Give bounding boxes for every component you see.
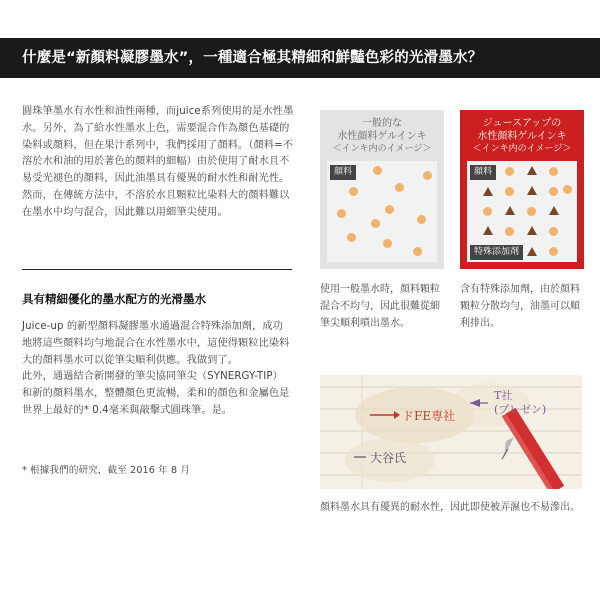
pigment-particle bbox=[373, 166, 382, 175]
additive-particle bbox=[549, 206, 559, 215]
pigment-particle bbox=[385, 205, 394, 214]
additive-particle bbox=[527, 166, 537, 175]
pigment-particle bbox=[505, 167, 514, 176]
pigment-particle bbox=[423, 171, 432, 180]
handwriting-3: 大谷氏 bbox=[370, 451, 407, 465]
general-ink-caption: 使用一般墨水時，顏料顆粒混合不均勻，因此很難從細筆尖順利噴出墨水。 bbox=[320, 284, 440, 329]
general-ink-illustration bbox=[320, 110, 444, 269]
additive-particle bbox=[527, 226, 537, 235]
juiceup-ink-image bbox=[467, 161, 577, 262]
juiceup-ink-heading: ジュースアップの 水性顔料ゲルインキ ＜インキ内のイメージ＞ bbox=[472, 118, 572, 154]
pigment-particle bbox=[337, 209, 346, 218]
pigment-particle bbox=[483, 207, 492, 216]
pigment-particle bbox=[383, 239, 392, 248]
pigment-particle bbox=[549, 167, 558, 176]
additive-particle bbox=[483, 226, 493, 235]
additive-particle bbox=[527, 186, 537, 195]
section-divider bbox=[22, 269, 292, 270]
additive-particle bbox=[483, 187, 493, 196]
pigment-tag: 顔料 bbox=[470, 165, 496, 180]
page-banner: 什麼是“新顏料凝膠墨水”，一種適合極其精細和鮮豔色彩的光滑墨水？ bbox=[0, 38, 600, 78]
pigment-particle bbox=[413, 247, 422, 256]
juiceup-ink-illustration bbox=[460, 110, 584, 269]
general-ink-image bbox=[327, 161, 437, 262]
section-title: 具有精細優化的墨水配方的光滑墨水 bbox=[22, 292, 206, 306]
handwriting-2: T社 (プレゼン) bbox=[494, 389, 547, 416]
pigment-particle bbox=[347, 233, 356, 242]
juiceup-ink-caption: 含有特殊添加劑，由於顏料顆粒分散均勻，油墨可以順利排出。 bbox=[460, 284, 580, 329]
pigment-particle bbox=[395, 183, 404, 192]
intro-paragraph: 圓珠筆墨水有水性和油性兩種，而juice系列使用的是水性墨水。另外，為了給水性墨水上色，需要混合作為顏色基礎的染料或顏料，但在果汁系列中，我們採用了顏料。（顏料=不溶於水和油的用於著色的顏料的細幅）由於使用了耐水且不易受光褪色的顏料，因此油墨具有優異的耐水性和耐光性。然而，在傳統方法中，不溶於水且顆粒比染料大的顏料難以在墨水中均勻混合，因此難以用細筆尖使用。 bbox=[22, 106, 294, 218]
additive-tag: 特殊添加剤 bbox=[470, 245, 523, 260]
pigment-particle bbox=[549, 187, 558, 196]
additive-particle bbox=[505, 206, 515, 215]
pigment-particle bbox=[527, 207, 536, 216]
pigment-particle bbox=[371, 219, 380, 228]
pigment-particle bbox=[549, 247, 558, 256]
pigment-particle bbox=[349, 187, 358, 196]
wet-notebook-photo bbox=[320, 375, 582, 489]
section-body: Juice-up 的新型顏料凝膠墨水通過混合特殊添加劑，成功地將這些顏料均勻地混合在水性墨水中，這使得顆粒比染料大的顏料墨水可以從筆尖順利供應。我做到了。 此外，通過結合新開發的筆尖協同筆尖（SYNERGY-TIP）和新的顏料墨水，整體顏色更流暢，柔和的顏色和金屬色是世界上最好的* 0.4毫米與敲擊式圓珠筆。是。 bbox=[22, 321, 290, 416]
additive-particle bbox=[527, 247, 537, 256]
pigment-particle bbox=[563, 185, 572, 194]
pigment-tag: 顔料 bbox=[330, 165, 356, 180]
general-ink-heading: 一般的な 水性顔料ゲルインキ ＜インキ内のイメージ＞ bbox=[332, 118, 432, 154]
pigment-particle bbox=[505, 187, 514, 196]
handwriting-1: ドFE専社 bbox=[402, 409, 456, 423]
pigment-particle bbox=[549, 227, 558, 236]
photo-caption: 顏料墨水具有優異的耐水性，因此即使被弄濕也不易滲出。 bbox=[320, 502, 580, 513]
pigment-particle bbox=[505, 227, 514, 236]
pigment-particle bbox=[417, 215, 426, 224]
footnote: * 根據我們的研究，截至 2016 年 8 月 bbox=[22, 465, 190, 476]
